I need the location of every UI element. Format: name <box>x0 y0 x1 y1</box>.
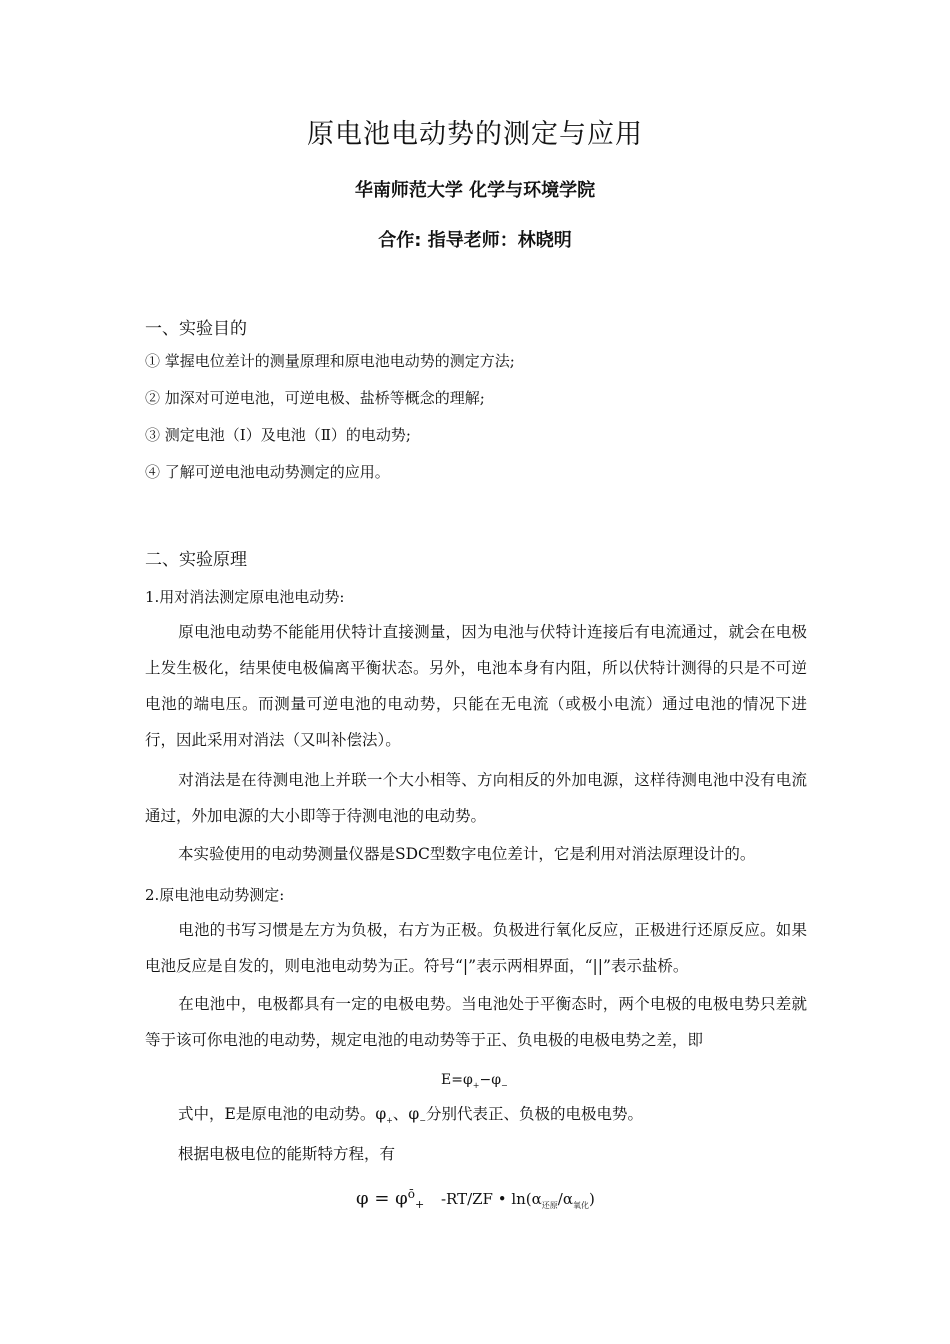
objective-item-2: ② 加深对可逆电池，可逆电极、盐桥等概念的理解; <box>145 389 485 407</box>
paragraph-4: 电池的书写习惯是左方为负极，右方为正极。负极进行氧化反应，正极进行还原反应。如果电池反应是自发的，则电池电动势为正。符号“|”表示两相界面，“||”表示盐桥。 <box>145 921 807 975</box>
paragraph-3: 本实验使用的电动势测量仪器是SDC型数字电位差计，它是利用对消法原理设计的。 <box>178 845 756 863</box>
subheading-compensation: 1.用对消法测定原电池电动势: <box>145 588 345 606</box>
document-title: 原电池电动势的测定与应用 <box>307 119 643 150</box>
paragraph-2: 对消法是在待测电池上并联一个大小相等、方向相反的外加电源，这样待测电池中没有电流通过，外加电源的大小即等于待测电池的电动势。 <box>145 771 807 825</box>
section-heading-principles: 二、实验原理 <box>145 550 247 570</box>
section-heading-objectives: 一、实验目的 <box>145 319 247 339</box>
equation-emf: $E=\varphi_+-\varphi_-$ <box>441 1072 508 1090</box>
subheading-measurement: 2.原电池电动势测定: <box>145 886 285 904</box>
institution: 华南师范大学 化学与环境学院 <box>354 180 596 201</box>
equation-nernst: $\varphi = \varphi^ō_+$ -RT/ZF • $\ln(\alpha_{还原}/\alpha_{氧化})$ <box>356 1187 595 1211</box>
paragraph-1: 原电池电动势不能能用伏特计直接测量，因为电池与伏特计连接后有电流通过，就会在电极上发生极化，结果使电极偏离平衡状态。另外，电池本身有内阻，所以伏特计测得的只是不可逆电池的端电压。而测量可逆电池的电动势，只能在无电流（或极小电流）通过电池的情况下进行，因此采用对消法（又叫补偿法）。 <box>145 623 807 749</box>
objective-item-4: ④ 了解可逆电池电动势测定的应用。 <box>145 463 390 481</box>
paragraph-5: 在电池中，电极都具有一定的电极电势。当电池处于平衡态时，两个电极的电极电势只差就等于该可你电池的电动势，规定电池的电动势等于正、负电极的电极电势之差，即 <box>145 995 807 1049</box>
objective-item-1: ① 掌握电位差计的测量原理和原电池电动势的测定方法; <box>145 352 515 370</box>
paragraph-7: 根据电极电位的能斯特方程，有 <box>178 1145 396 1163</box>
collaborators: 合作: 指导老师：林晓明 <box>378 230 572 251</box>
objective-item-3: ③ 测定电池（Ⅰ）及电池（Ⅱ）的电动势; <box>145 426 411 444</box>
paragraph-6: 式中，E是原电池的电动势。$\varphi_+$、$\varphi_-$分别代表正、负极的电极电势。 <box>178 1105 643 1126</box>
